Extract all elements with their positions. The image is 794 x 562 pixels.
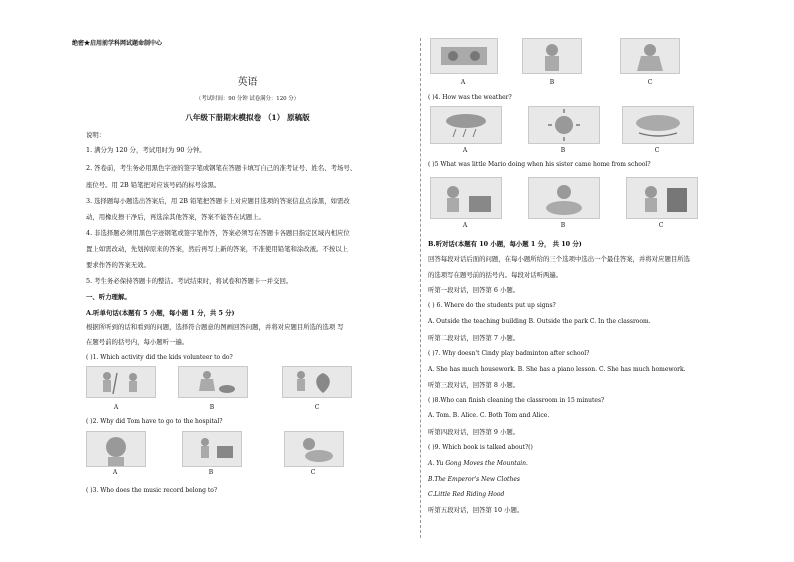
q7-options: A. She has much housework. B. She has a piano lesson. C. She has much homework.: [428, 366, 686, 373]
choice-label-b: B: [209, 404, 215, 411]
part-b-line: 听第四段对话，回答第 9 小题。: [428, 428, 520, 436]
q5-picture-a: [430, 177, 502, 219]
question-3: ( )3. Who does the music record belong to?: [86, 487, 218, 494]
note-line: 1. 满分为 120 分，考试用时为 90 分钟。: [86, 146, 206, 154]
choice-label-c: C: [647, 79, 653, 86]
part-b-instruction: 回答每段对话后面的问题，在每小题所给的三个选项中选出一个最佳答案，并将对应题目所选: [428, 255, 691, 263]
part-a-instruction: 在题号前的括号内，每小题听一遍。: [86, 338, 189, 346]
choice-label-b: B: [549, 79, 555, 86]
q9-option-a: A. Yu Gong Moves the Mountain.: [428, 460, 528, 467]
question-5: ( )5 What was little Mario doing when his sister came home from school?: [428, 161, 651, 168]
note-line: 座位号。用 2B 铅笔把对应该号码的标号涂黑。: [86, 181, 221, 189]
note-line: 2. 答卷前，考生务必用黑色字迹的签字笔或钢笔在答题卡填写自己的准考证号、姓名、考场号、: [86, 164, 357, 172]
part-b-heading: B.听对话(本题有 10 小题，每小题 1 分， 共 10 分): [428, 240, 582, 248]
note-line: 5. 考生务必保持答题卡的整洁。考试结束时，将试卷和答题卡一并交回。: [86, 277, 293, 285]
question-8: ( )8.Who can finish cleaning the classroom in 15 minutes?: [428, 397, 605, 404]
choice-label-b: B: [560, 147, 566, 154]
q2-picture-a: [86, 431, 146, 467]
q4-picture-a: [430, 106, 502, 144]
q2-picture-c: [284, 431, 344, 467]
choice-label-b: B: [560, 222, 566, 229]
choice-label-a: A: [462, 222, 468, 229]
q6-options: A. Outside the teaching building B. Outside the park C. In the classroom.: [428, 318, 651, 325]
choice-label-a: A: [460, 79, 466, 86]
q4-picture-c: [622, 106, 694, 144]
question-1: ( )1. Which activity did the kids volunteer to do?: [86, 354, 233, 361]
q3-picture-a: [430, 38, 498, 74]
subject-title: 英语: [237, 77, 258, 88]
q8-options: A. Tom. B. Alice. C. Both Tom and Alice.: [428, 412, 550, 419]
part-a-instruction: 根据所听到的话和看到的问题，选择符合题意的图画回答问题，并将对应题目所选的选项 写: [86, 323, 344, 331]
q3-picture-b: [522, 38, 582, 74]
q5-picture-c: [626, 177, 698, 219]
question-2: ( )2. Why did Tom have to go to the hospital?: [86, 418, 223, 425]
question-7: ( )7. Why doesn't Cindy play badminton after school?: [428, 350, 590, 357]
q4-picture-b: [528, 106, 600, 144]
choice-label-c: C: [314, 404, 320, 411]
choice-label-c: C: [310, 469, 316, 476]
paper-title: 八年级下册期末模拟卷 （1） 原稿版: [185, 113, 310, 122]
notes-heading: 说明：: [86, 131, 106, 139]
choice-label-b: B: [208, 469, 214, 476]
q2-picture-b: [182, 431, 242, 467]
question-9: ( )9. Which book is talked about?(): [428, 444, 533, 451]
choice-label-a: A: [113, 404, 119, 411]
choice-label-a: A: [462, 147, 468, 154]
q1-picture-a: [86, 366, 156, 398]
q5-picture-b: [528, 177, 600, 219]
note-line: 3. 选择题每小题选出答案后，用 2B 铅笔把答题卡上对应题目选项的答案信息点涂黑，如需改: [86, 197, 350, 205]
q1-picture-c: [282, 366, 352, 398]
q9-option-c: C.Little Red Riding Hood: [428, 491, 505, 498]
q9-option-b: B.The Emperor's New Clothes: [428, 476, 520, 483]
q1-picture-b: [178, 366, 248, 398]
question-4: ( )4. How was the weather?: [428, 94, 512, 101]
part-b-line: 听第三段对话，回答第 8 小题。: [428, 381, 520, 389]
note-line: 置上如需改动，先划掉原来的答案，然后再写上新的答案，不准使用铅笔和涂改液。不按以上: [86, 245, 349, 253]
choice-label-a: A: [112, 469, 118, 476]
q3-picture-c: [620, 38, 680, 74]
part-b-line: 听第五段对话，回答第 10 小题。: [428, 506, 524, 514]
part-b-line: 听第一段对话，回答第 6 小题。: [428, 286, 520, 294]
section-listening-heading: 一、听力理解。: [86, 293, 131, 301]
part-b-instruction: 的选项写在题号前的括号内。每段对话听两遍。: [428, 271, 563, 279]
part-a-heading: A.听单句话(本题有 5 小题，每小题 1 分，共 5 分): [86, 309, 235, 317]
question-6: ( ) 6. Where do the students put up signs?: [428, 302, 556, 309]
note-line: 要求作答的答案无效。: [86, 261, 150, 269]
part-b-line: 听第二段对话，回答第 7 小题。: [428, 334, 520, 342]
note-line: 4. 非选择题必须用黑色字迹钢笔或签字笔作答，答案必须写在答题卡各题目指定区域内相应位: [86, 229, 350, 237]
choice-label-c: C: [654, 147, 660, 154]
choice-label-c: C: [658, 222, 664, 229]
exam-info: （考试时间：90 分钟 试卷满分：120 分）: [195, 96, 300, 102]
watermark-header: 绝密★启用前学科网试题命制中心: [72, 40, 163, 47]
note-line: 动，用橡皮擦干净后，再选涂其他答案，答案不能答在试题上。: [86, 213, 265, 221]
